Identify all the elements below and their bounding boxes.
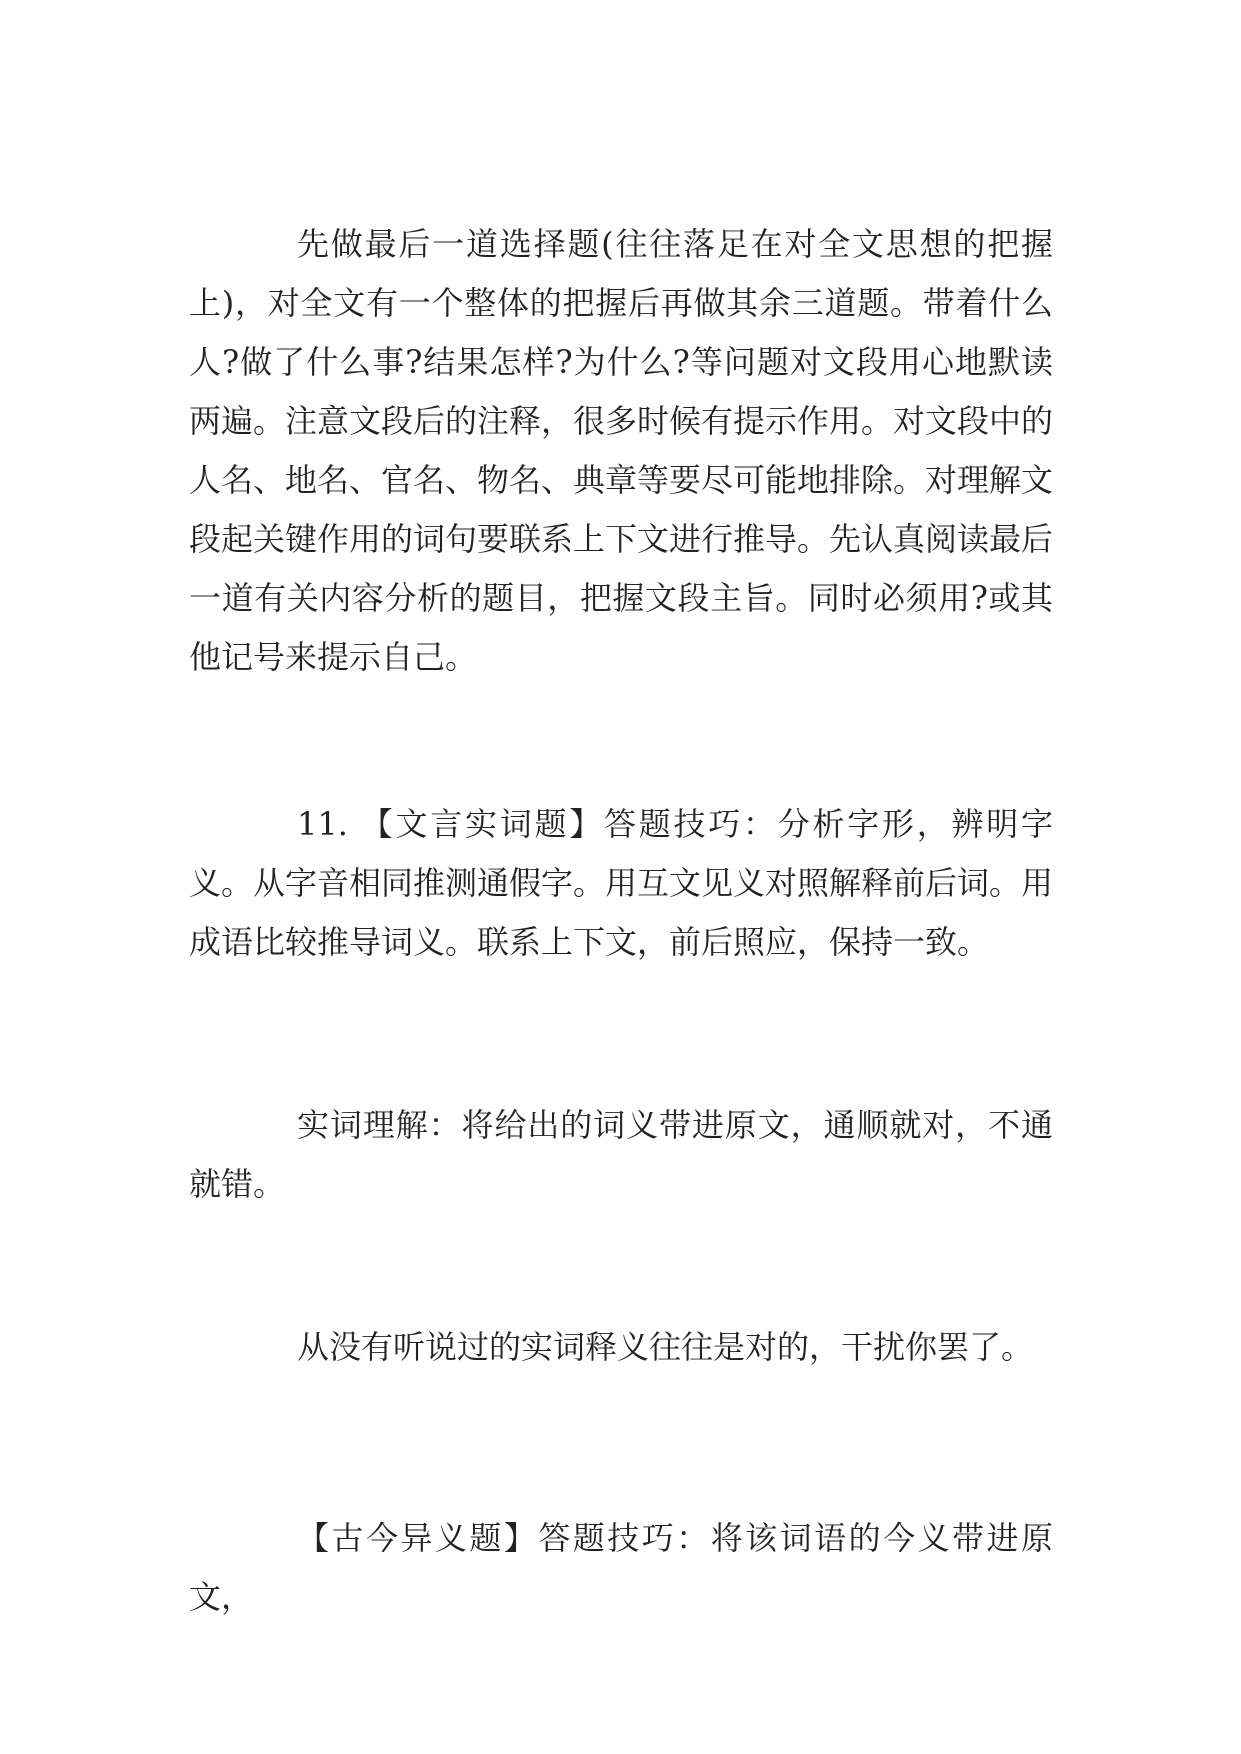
paragraph-answering-strategy: 先做最后一道选择题(往往落足在对全文思想的把握上)，对全文有一个整体的把握后再做其余三道题。带着什么人?做了什么事?结果怎样?为什么?等问题对文段用心地默读两遍。注意文段后的注释，很多时候有提示作用。对文段中的人名、地名、官名、物名、典章等要尽可能地排除。对理解文段起关键作用的词句要联系上下文进行推导。先认真阅读最后一道有关内容分析的题目，把握文段主旨。同时必须用?或其他记号来提示自己。 <box>189 225 1054 676</box>
paragraph-unfamiliar-meaning: 从没有听说过的实词释义往往是对的，干扰你罢了。 <box>297 1328 1034 1366</box>
paragraph-content-word-understanding: 实词理解：将给出的词义带进原文，通顺就对，不通就错。 <box>189 1106 1053 1203</box>
paragraph-content-word-tips: 11. 【文言实词题】答题技巧：分析字形，辨明字义。从字音相同推测通假字。用互文见义对照解释前后词。用成语比较推导词义。联系上下文，前后照应，保持一致。 <box>189 805 1054 961</box>
paragraph-ancient-modern-meaning: 【古今异义题】答题技巧：将该词语的今义带进原文， <box>189 1519 1053 1616</box>
